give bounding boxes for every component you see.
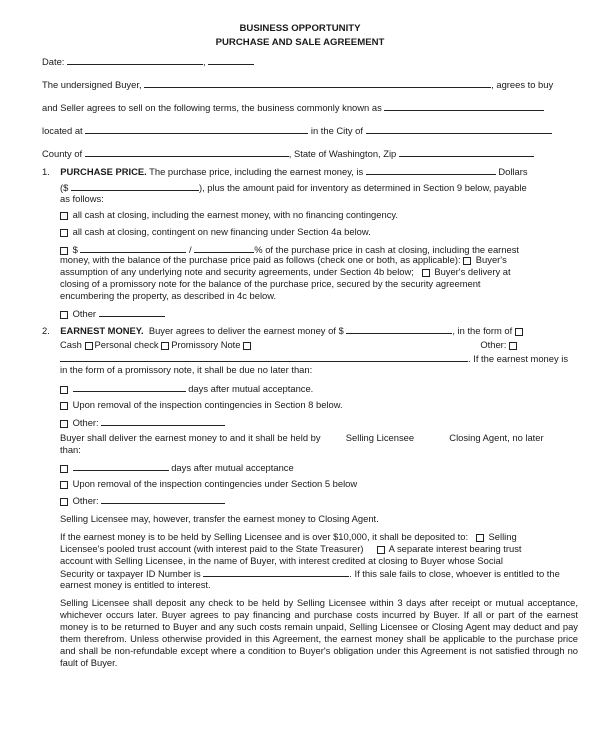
checkbox-personal-check[interactable]	[85, 342, 93, 350]
zip-field[interactable]	[399, 147, 534, 157]
s2-days2-row	[60, 461, 294, 473]
s1-balance-text: money, with the balance of the purchase price paid as follows (check one or both, as applicable):	[60, 254, 461, 265]
seller-text: and Seller agrees to sell on the following terms, the business commonly known as	[42, 102, 382, 113]
percent-field[interactable]	[194, 243, 254, 253]
than-label: than:	[60, 444, 81, 455]
other-held-field[interactable]	[101, 494, 225, 504]
deposit-text-2: Licensee's pooled trust account (with interest paid to the State Treasurer)	[60, 543, 364, 554]
s1-option-financing	[60, 226, 371, 237]
s1-cont4: encumbering the property, as described in 4c below.	[60, 290, 277, 301]
state-label: , State of Washington, Zip	[288, 148, 397, 159]
purchase-price-words-field[interactable]	[366, 165, 496, 175]
days-after-2-text: days after mutual acceptance	[171, 462, 294, 473]
purchase-price-amount-field[interactable]	[71, 181, 199, 191]
deposit-text-4: . If this sale fails to close, whoever is entitled to the	[349, 568, 560, 579]
s2-held-row	[60, 432, 544, 443]
s2-heading-row	[42, 324, 525, 336]
if-earnest-text: . If the earnest money is	[468, 353, 569, 364]
s1-other-label: Other	[72, 308, 97, 319]
selling-licensee-option[interactable]: Selling Licensee	[345, 432, 415, 443]
location-row	[42, 124, 552, 136]
in-form-note: in the form of a promissory note, it shall be due no later than:	[60, 364, 313, 375]
buyers-label: Buyer's	[475, 254, 507, 265]
taxpayer-id-field[interactable]	[203, 567, 349, 577]
doc-title-line1: BUSINESS OPPORTUNITY	[239, 23, 361, 34]
s1-other-row	[60, 307, 165, 319]
days-field[interactable]	[73, 382, 186, 392]
s1-text2: ), plus the amount paid for inventory as determined in Section 9 below, payable	[198, 182, 527, 193]
checkbox-other-end[interactable]	[509, 342, 517, 350]
checkbox-upon-removal-8[interactable]	[60, 402, 68, 410]
checkbox-s1-other[interactable]	[60, 311, 68, 319]
s2-other1-row	[60, 416, 225, 428]
s2-days-row	[60, 382, 313, 394]
deposit-line1	[60, 531, 517, 542]
checkbox-days-after[interactable]	[60, 386, 68, 394]
deposit-line4	[60, 567, 560, 579]
s2-if-row	[60, 352, 568, 364]
county-label: County of	[42, 148, 83, 159]
as-follows: as follows:	[60, 193, 104, 204]
s2-other-label: Other:	[480, 339, 507, 350]
checkbox-upon-removal-5[interactable]	[60, 481, 68, 489]
checkbox-pooled-trust[interactable]	[476, 534, 484, 542]
checkbox-days-after-2[interactable]	[60, 465, 68, 473]
personal-check-label: Personal check	[94, 339, 159, 350]
seller-row	[42, 101, 544, 113]
s1-text1: The purchase price, including the earnest money, is	[149, 166, 364, 177]
percent-text: % of the purchase price in cash at closing, including the earnest	[254, 244, 520, 255]
upon-removal-8-text: Upon removal of the inspection contingencies in Section 8 below.	[72, 399, 343, 410]
checkbox-form-of[interactable]	[515, 328, 523, 336]
checkbox-separate-trust[interactable]	[377, 546, 385, 554]
option-all-cash-text: all cash at closing, including the earnest money, with no financing contingency.	[72, 209, 398, 220]
checkbox-all-cash[interactable]	[60, 212, 68, 220]
address-field[interactable]	[85, 124, 308, 134]
s1-heading-row	[42, 165, 528, 177]
form-spacer	[256, 338, 478, 348]
s2-removal5-row	[60, 478, 357, 489]
option-financing-text: all cash at closing, contingent on new financing under Section 4a below.	[72, 226, 371, 237]
checkbox-other-form[interactable]	[243, 342, 251, 350]
business-name-field[interactable]	[384, 101, 544, 111]
s1-cont2	[60, 266, 511, 277]
s1-heading: PURCHASE PRICE.	[60, 166, 147, 177]
agrees-to-buy-text: , agrees to buy	[491, 79, 554, 90]
earnest-amount-field[interactable]	[346, 324, 452, 334]
checkbox-other-due[interactable]	[60, 420, 68, 428]
checkbox-new-financing[interactable]	[60, 229, 68, 237]
s1-other-field[interactable]	[99, 307, 165, 317]
other-form-field[interactable]	[60, 352, 468, 362]
other-due-field[interactable]	[101, 416, 225, 426]
date-field[interactable]	[67, 55, 203, 65]
deposit-text-1: If the earnest money is to be held by Selling Licensee and is over $10,000, it shall be deposited to:	[60, 531, 469, 542]
s1-amount-row	[60, 181, 527, 193]
s1-option-cash	[60, 209, 398, 220]
checkbox-promissory-note[interactable]	[161, 342, 169, 350]
county-row	[42, 147, 534, 159]
buyer-name-field[interactable]	[144, 78, 491, 88]
deposit-line5: earnest money is entitled to interest.	[60, 579, 211, 590]
s1-cont1	[60, 254, 507, 265]
transfer-text: Selling Licensee may, however, transfer the earnest money to Closing Agent.	[60, 513, 379, 524]
days-after-text: days after mutual acceptance.	[188, 383, 314, 394]
s1-cont3: closing of a promissory note for the balance of the purchase price, secured by the security agreement	[60, 278, 481, 289]
form-of-label: , in the form of	[452, 325, 513, 336]
slash-sep: /	[189, 244, 192, 255]
cash-amount-field[interactable]	[80, 243, 186, 253]
dollar-sign: $	[72, 244, 78, 255]
cash-label: Cash	[60, 339, 82, 350]
checkbox-buyers-assumption[interactable]	[463, 257, 471, 265]
date-label: Date:	[42, 56, 65, 67]
closing-agent-option[interactable]: Closing Agent, no later	[449, 432, 544, 443]
held-by-text: Buyer shall deliver the earnest money to and it shall be held by	[60, 432, 321, 443]
located-at-label: located at	[42, 125, 83, 136]
s1-delivery-text: Buyer's delivery at	[434, 266, 511, 277]
s1-assumption-text: assumption of any underlying note and security agreements, under Section 4b below;	[60, 266, 414, 277]
city-field[interactable]	[366, 124, 552, 134]
checkbox-other-held[interactable]	[60, 498, 68, 506]
s2-removal8-row	[60, 399, 343, 410]
separate-trust-text: A separate interest bearing trust	[388, 543, 522, 554]
promissory-note-label: Promissory Note	[171, 339, 241, 350]
days-field-2[interactable]	[73, 461, 169, 471]
deposit-line2	[60, 543, 522, 554]
s2-heading: EARNEST MONEY.	[60, 325, 144, 336]
checkbox-buyers-delivery[interactable]	[422, 269, 430, 277]
buyer-row	[42, 78, 553, 90]
selling-label: Selling	[488, 531, 517, 542]
deposit-line3: account with Selling Licensee, in the name of Buyer, with interest credited at closing to Buyer whose Social	[60, 555, 503, 566]
s2-form-row	[60, 338, 519, 350]
dollars-label: Dollars	[498, 166, 528, 177]
s2-other2-row	[60, 494, 225, 506]
other-due-label: Other:	[72, 417, 99, 428]
county-field[interactable]	[85, 147, 289, 157]
paren-dollar: ($	[60, 182, 69, 193]
other-held-label: Other:	[72, 495, 99, 506]
doc-title-line2: PURCHASE AND SALE AGREEMENT	[215, 37, 385, 48]
buyer-label: The undersigned Buyer,	[42, 79, 142, 90]
date-row: Date: ,	[42, 55, 254, 67]
city-label: in the City of	[310, 125, 363, 136]
date-year-field[interactable]	[208, 55, 254, 65]
upon-removal-5-text: Upon removal of the inspection contingencies under Section 5 below	[72, 478, 358, 489]
deposit-terms-paragraph: Selling Licensee shall deposit any check to be held by Selling Licensee within 3 days after receipt or mutual acceptance, whichever occurs later. Buyer agrees to pay financing and purchase costs incurred by Buyer. If all or part of the earnest money is to be returned to Buyer and any such costs remain unpaid, Selling Licensee or Closing Agent may deduct and pay them therefrom. Unless otherwise provided in this Agreement, the earnest money shall be applicable to the purchase price and shall be non-refundable except where a condition to Buyer's obligation under this Agreement is not satisfied through no fault of Buyer.	[60, 597, 578, 668]
taxpayer-id-label: Security or taxpayer ID Number is	[60, 568, 201, 579]
s2-text1: Buyer agrees to deliver the earnest money of $	[148, 325, 344, 336]
s1-number: 1.	[42, 166, 50, 177]
s2-number: 2.	[42, 325, 50, 336]
